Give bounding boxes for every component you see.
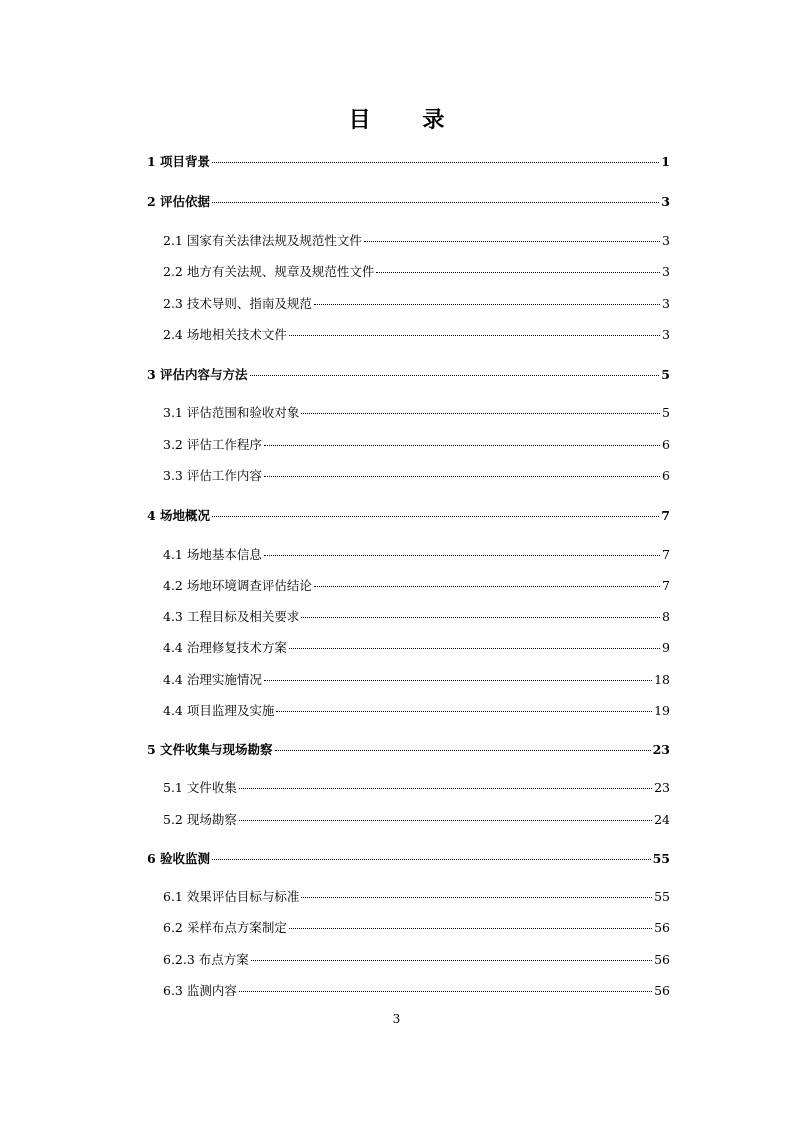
toc-leader-dots xyxy=(301,413,660,414)
toc-entry-section[interactable] xyxy=(163,918,670,938)
toc-entry-page: 7 xyxy=(661,508,670,523)
toc-entry-section[interactable] xyxy=(163,810,670,830)
toc-entry-label: 4.4 治理修复技术方案 xyxy=(163,640,287,655)
toc-leader-dots xyxy=(289,648,660,649)
toc-leader-dots xyxy=(264,476,660,477)
toc-entry-label: 4.3 工程目标及相关要求 xyxy=(163,609,300,624)
toc-leader-dots xyxy=(264,555,660,556)
toc-entry-label: 4.1 场地基本信息 xyxy=(163,547,262,562)
toc-entry-section[interactable] xyxy=(163,778,670,798)
toc-leader-dots xyxy=(212,202,659,203)
toc-entry-label: 2 评估依据 xyxy=(147,194,211,209)
toc-entry-page: 23 xyxy=(652,742,670,757)
toc-entry-label: 3.3 评估工作内容 xyxy=(163,468,262,483)
toc-entry-label: 6.1 效果评估目标与标准 xyxy=(163,889,300,904)
toc-leader-dots xyxy=(314,586,660,587)
toc-entry-chapter[interactable] xyxy=(147,740,670,760)
toc-leader-dots xyxy=(212,859,651,860)
toc-entry-page: 24 xyxy=(654,812,670,827)
toc-entry-section[interactable] xyxy=(163,403,670,423)
toc-leader-dots xyxy=(314,304,660,305)
toc-entry-section[interactable] xyxy=(163,701,670,721)
toc-leader-dots xyxy=(239,820,652,821)
toc-title: 目 录 xyxy=(348,107,467,133)
toc-entry-label: 6.2.3 布点方案 xyxy=(163,952,249,967)
toc-entry-section[interactable] xyxy=(163,262,670,282)
toc-entry-label: 4.2 场地环境调查评估结论 xyxy=(163,578,312,593)
toc-entry-page: 3 xyxy=(661,194,670,209)
toc-entry-page: 5 xyxy=(661,367,670,382)
toc-entry-label: 5.2 现场勘察 xyxy=(163,812,237,827)
toc-entry-section[interactable] xyxy=(163,294,670,314)
page-number: 3 xyxy=(392,1012,401,1026)
toc-entry-label: 6.3 监测内容 xyxy=(163,983,237,998)
toc-entry-label: 4.4 治理实施情况 xyxy=(163,672,262,687)
toc-entry-section[interactable] xyxy=(163,576,670,596)
toc-entry-page: 3 xyxy=(662,296,670,311)
toc-leader-dots xyxy=(275,750,651,751)
toc-leader-dots xyxy=(239,788,652,789)
toc-leader-dots xyxy=(301,617,660,618)
toc-leader-dots xyxy=(276,711,652,712)
toc-entry-chapter[interactable] xyxy=(147,506,670,526)
toc-entry-label: 4 场地概况 xyxy=(147,508,211,523)
toc-entry-page: 19 xyxy=(654,703,670,718)
toc-entry-page: 8 xyxy=(662,609,670,624)
toc-entry-section[interactable] xyxy=(163,981,670,1001)
toc-entry-section[interactable] xyxy=(163,638,670,658)
toc-entry-label: 4.4 项目监理及实施 xyxy=(163,703,275,718)
toc-leader-dots xyxy=(264,680,652,681)
toc-entry-page: 56 xyxy=(654,920,670,935)
toc-leader-dots xyxy=(212,162,659,163)
toc-entry-page: 3 xyxy=(662,327,670,342)
toc-entry-page: 56 xyxy=(654,952,670,967)
toc-entry-page: 56 xyxy=(654,983,670,998)
toc-entry-label: 5 文件收集与现场勘察 xyxy=(147,742,273,757)
toc-entry-page: 1 xyxy=(661,154,670,169)
toc-entry-label: 6 验收监测 xyxy=(147,851,211,866)
toc-entry-chapter[interactable] xyxy=(147,152,670,172)
toc-entry-page: 3 xyxy=(662,264,670,279)
toc-entry-label: 1 项目背景 xyxy=(147,154,211,169)
toc-entry-chapter[interactable] xyxy=(147,192,670,212)
toc-entry-page: 55 xyxy=(652,851,670,866)
toc-leader-dots xyxy=(301,897,652,898)
toc-leader-dots xyxy=(289,928,652,929)
toc-entry-page: 6 xyxy=(662,468,670,483)
toc-entry-label: 3 评估内容与方法 xyxy=(147,367,248,382)
toc-entry-section[interactable] xyxy=(163,670,670,690)
toc-entry-section[interactable] xyxy=(163,466,670,486)
toc-entry-section[interactable] xyxy=(163,950,670,970)
toc-leader-dots xyxy=(251,960,652,961)
toc-entry-page: 55 xyxy=(654,889,670,904)
toc-entry-section[interactable] xyxy=(163,325,670,345)
toc-entry-page: 7 xyxy=(662,578,670,593)
toc-leader-dots xyxy=(212,516,659,517)
toc-entry-label: 5.1 文件收集 xyxy=(163,780,237,795)
toc-entry-label: 2.3 技术导则、指南及规范 xyxy=(163,296,312,311)
toc-entry-section[interactable] xyxy=(163,435,670,455)
toc-leader-dots xyxy=(289,335,660,336)
toc-entry-label: 3.2 评估工作程序 xyxy=(163,437,262,452)
toc-leader-dots xyxy=(239,991,652,992)
toc-entry-section[interactable] xyxy=(163,887,670,907)
toc-entry-page: 18 xyxy=(654,672,670,687)
toc-entry-page: 5 xyxy=(662,405,670,420)
toc-entry-page: 6 xyxy=(662,437,670,452)
toc-entry-section[interactable] xyxy=(163,545,670,565)
toc-leader-dots xyxy=(364,241,660,242)
toc-entry-page: 23 xyxy=(654,780,670,795)
toc-entry-label: 3.1 评估范围和验收对象 xyxy=(163,405,300,420)
toc-entry-label: 2.1 国家有关法律法规及规范性文件 xyxy=(163,233,362,248)
toc-entry-label: 2.4 场地相关技术文件 xyxy=(163,327,287,342)
toc-entry-chapter[interactable] xyxy=(147,365,670,385)
toc-leader-dots xyxy=(250,375,660,376)
toc-entry-page: 9 xyxy=(662,640,670,655)
toc-entry-label: 6.2 采样布点方案制定 xyxy=(163,920,287,935)
toc-leader-dots xyxy=(264,445,660,446)
toc-entry-page: 3 xyxy=(662,233,670,248)
toc-entry-chapter[interactable] xyxy=(147,849,670,869)
toc-entry-label: 2.2 地方有关法规、规章及规范性文件 xyxy=(163,264,375,279)
toc-entry-section[interactable] xyxy=(163,607,670,627)
toc-entry-section[interactable] xyxy=(163,231,670,251)
toc-leader-dots xyxy=(376,272,660,273)
toc-entry-page: 7 xyxy=(662,547,670,562)
